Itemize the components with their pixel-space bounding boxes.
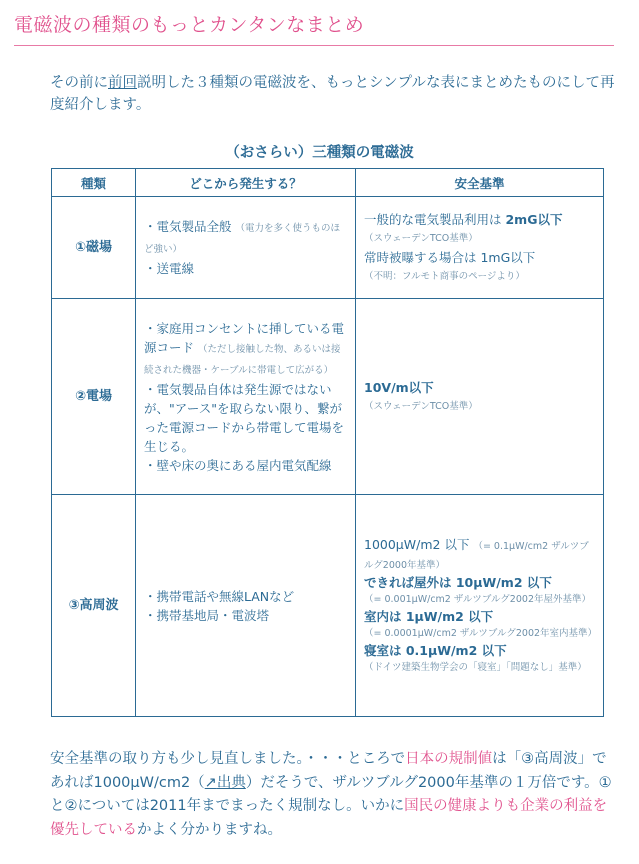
external-link-icon: ↗ xyxy=(204,774,217,791)
intro-paragraph: その前に前回説明した３種類の電磁波を、もっとシンプルな表にまとめたものにして再度紹介します。 xyxy=(50,75,615,113)
standard-cell: 1000μW/m2 以下 （= 0.1μW/cm2 ザルツブルグ2000年基準） できれば屋外は 10μW/m2 以下 （= 0.001μW/cm2 ザルツブルグ2002年屋外基準） 室内は 1μW/m2 以下 （= 0.0001μW/cm2 ザルツブルグ2002年室内基準） 寝室は 0.1μW/m2 以下 （ドイツ建築生物学会の「寝室」「問題なし」基準） xyxy=(356,495,604,717)
table-title: （おさらい）三種類の電磁波 xyxy=(225,145,414,161)
standard-cell: 10V/m以下 （スウェーデンTCO基準） xyxy=(356,299,604,495)
source-cell: ・家庭用コンセントに挿している電源コード （ただし接触した物、あるいは接続された機器・ケーブルに帯電して広がる） ・電気製品自体は発生源ではないが、"アース"を取らない限り、繋がった電源コードから帯電して電場を生じる。 ・壁や床の奥にある屋内電気配線 xyxy=(136,299,356,495)
source-cell: ・電気製品全般 （電力を多く使うものほど強い） ・送電線 xyxy=(136,197,356,299)
table-row-electric xyxy=(52,299,604,495)
table-row-radio xyxy=(52,495,604,717)
source-link[interactable]: ↗出典 xyxy=(204,774,246,791)
outro-paragraph: 安全基準の取り方も少し見直しました。・・・ところで日本の規制値は「③高周波」であれば1000μW/cm2（↗出典）だそうで、ザルツブルグ2000年基準の１万倍です。①と②については2011年までまったく規制なし。いかに国民の健康よりも企業の利益を優先しているかよく分かりますね。 xyxy=(50,751,612,838)
header-standard: 安全基準 xyxy=(356,169,604,197)
kind-cell: ③高周波 xyxy=(52,495,136,717)
standard-cell: 一般的な電気製品利用は 2mG以下 （スウェーデンTCO基準） 常時被曝する場合は 1mG以下 （不明：フルモト商事のページより） xyxy=(356,197,604,299)
previous-article-link[interactable]: 前回 xyxy=(108,75,137,91)
header-source: どこから発生する？ xyxy=(136,169,356,197)
table-row-magnetic xyxy=(52,197,604,299)
em-wave-table xyxy=(51,168,604,717)
kind-cell: ②電場 xyxy=(52,299,136,495)
header-kind: 種類 xyxy=(52,169,136,197)
section-heading: 電磁波の種類のもっとカンタンなまとめ xyxy=(14,10,614,46)
table-header-row xyxy=(52,169,604,197)
kind-cell: ①磁場 xyxy=(52,197,136,299)
source-cell: ・携帯電話や無線LANなど ・携帯基地局・電波塔 xyxy=(136,495,356,717)
